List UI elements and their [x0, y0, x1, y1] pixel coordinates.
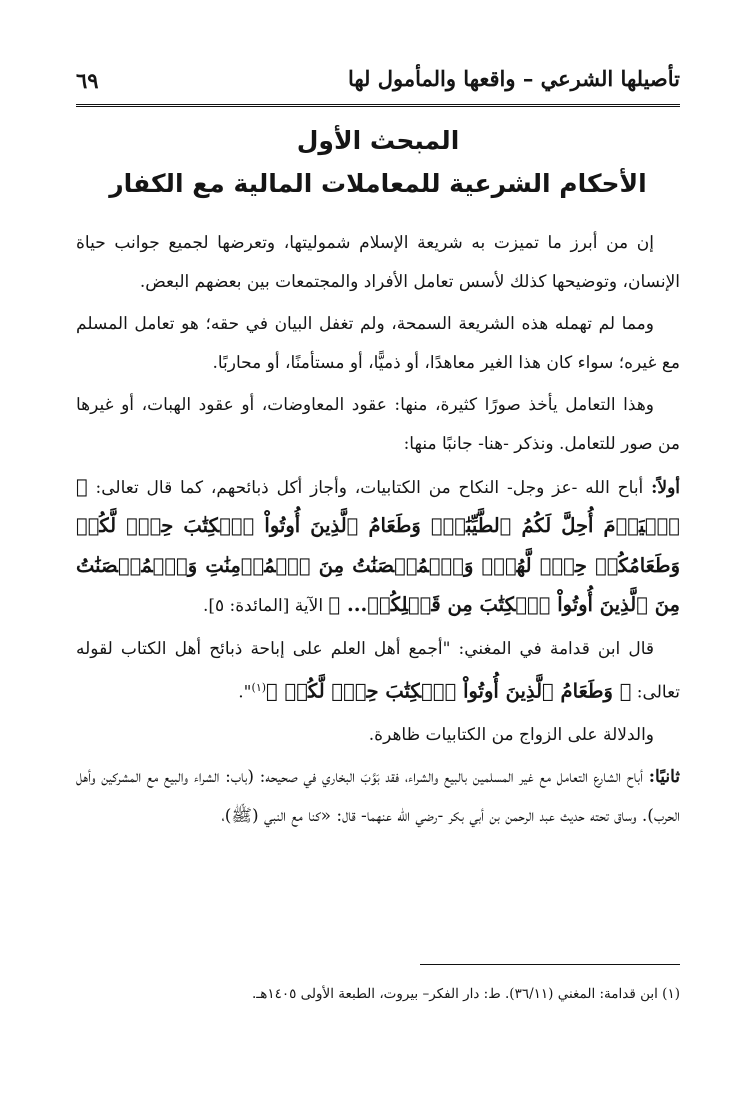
paragraph-text: أباح الله -عز وجل- النكاح من الكتابيات، وأجاز أكل ذبائحهم، كما قال تعالى:	[87, 477, 652, 498]
section-subheading: الأحكام الشرعية للمعاملات المالية مع الكفار	[109, 169, 647, 198]
point-label: ثانيًا:	[648, 767, 680, 788]
paragraph: إن من أبرز ما تميزت به شريعة الإسلام شموليتها، وتعرضها لجميع جوانب حياة الإنسان، وتوضيحها كذلك لأسس تعامل الأفراد والمجتمعات بين بعضهم البعض.	[76, 233, 680, 292]
running-title: تأصيلها الشرعي – واقعها والمأمول لها	[347, 66, 680, 91]
section-heading: المبحث الأول	[296, 126, 460, 155]
paragraph: وهذا التعامل يأخذ صورًا كثيرة، منها: عقود المعاوضات، أو عقود الهبات، أو غيرها من صور للتعامل. ونذكر -هنا- جانبًا منها:	[76, 395, 680, 454]
paragraph-text: قال ابن قدامة في المغني: "أجمع أهل العلم على إباحة ذبائح أهل الكتاب لقوله تعالى:	[76, 638, 680, 703]
paragraph	[76, 630, 680, 712]
header-divider	[76, 104, 680, 107]
running-header	[76, 62, 680, 102]
paragraph: والدلالة على الزواج من الكتابيات ظاهرة.	[368, 724, 654, 745]
verse-reference: الآية [المائدة: ٥].	[202, 596, 329, 617]
quran-verse: ﴿ ٱلۡيَوۡمَ أُحِلَّ لَكُمُ ٱلطَّيِّبَٰتُۖ وَطَعَامُ ٱلَّذِينَ أُوتُواْ ٱلۡكِتَٰبَ حِلّٞ لَّكُمۡ وَطَعَامُكُمۡ حِلّٞ لَّهُمۡۖ وَٱلۡمُحۡصَنَٰتُ مِنَ ٱلۡمُؤۡمِنَٰتِ وَٱلۡمُحۡصَنَٰتُ مِنَ ٱلَّذِينَ أُوتُواْ ٱلۡكِتَٰبَ مِن قَبۡلِكُمۡ... ﴾	[76, 474, 680, 617]
body-text	[76, 224, 680, 840]
quran-verse: ﴿ وَطَعَامُ ٱلَّذِينَ أُوتُواْ ٱلۡكِتَٰبَ حِلّٞ لَّكُمۡ ﴾	[266, 679, 632, 703]
point-label: أولاً:	[651, 477, 680, 498]
paragraph: ومما لم تهمله هذه الشريعة السمحة، ولم تغفل البيان في حقه؛ هو تعامل المسلم مع غيره؛ سواء كان هذا الغير معاهدًا، أو ذميًّا، أو مستأمنًا، أو محاربًا.	[76, 314, 680, 373]
footnote-divider	[420, 964, 680, 965]
paragraph-text: أباح الشارع التعامل مع غير المسلمين بالبيع والشراء، فقد بَوَّبَ البخاري في صحيحه: (باب: الشراء والبيع مع المشركين وأهل الحرب). وساق تحته حديث عبد الرحمن بن أبي بكر -رضي الله عنهما- قال: «كنا مع النبي (ﷺ)،	[76, 767, 680, 826]
footnote: (١) ابن قدامة: المغني (٣٦/١١). ط: دار الفكر– بيروت، الطبعة الأولى ١٤٠٥هـ.	[251, 986, 680, 1002]
paragraph-text: ".	[238, 682, 252, 703]
paragraph	[76, 468, 680, 626]
page-number: ٦٩	[76, 68, 99, 93]
paragraph	[76, 758, 680, 835]
footnote-reference[interactable]: (١)	[251, 680, 267, 694]
